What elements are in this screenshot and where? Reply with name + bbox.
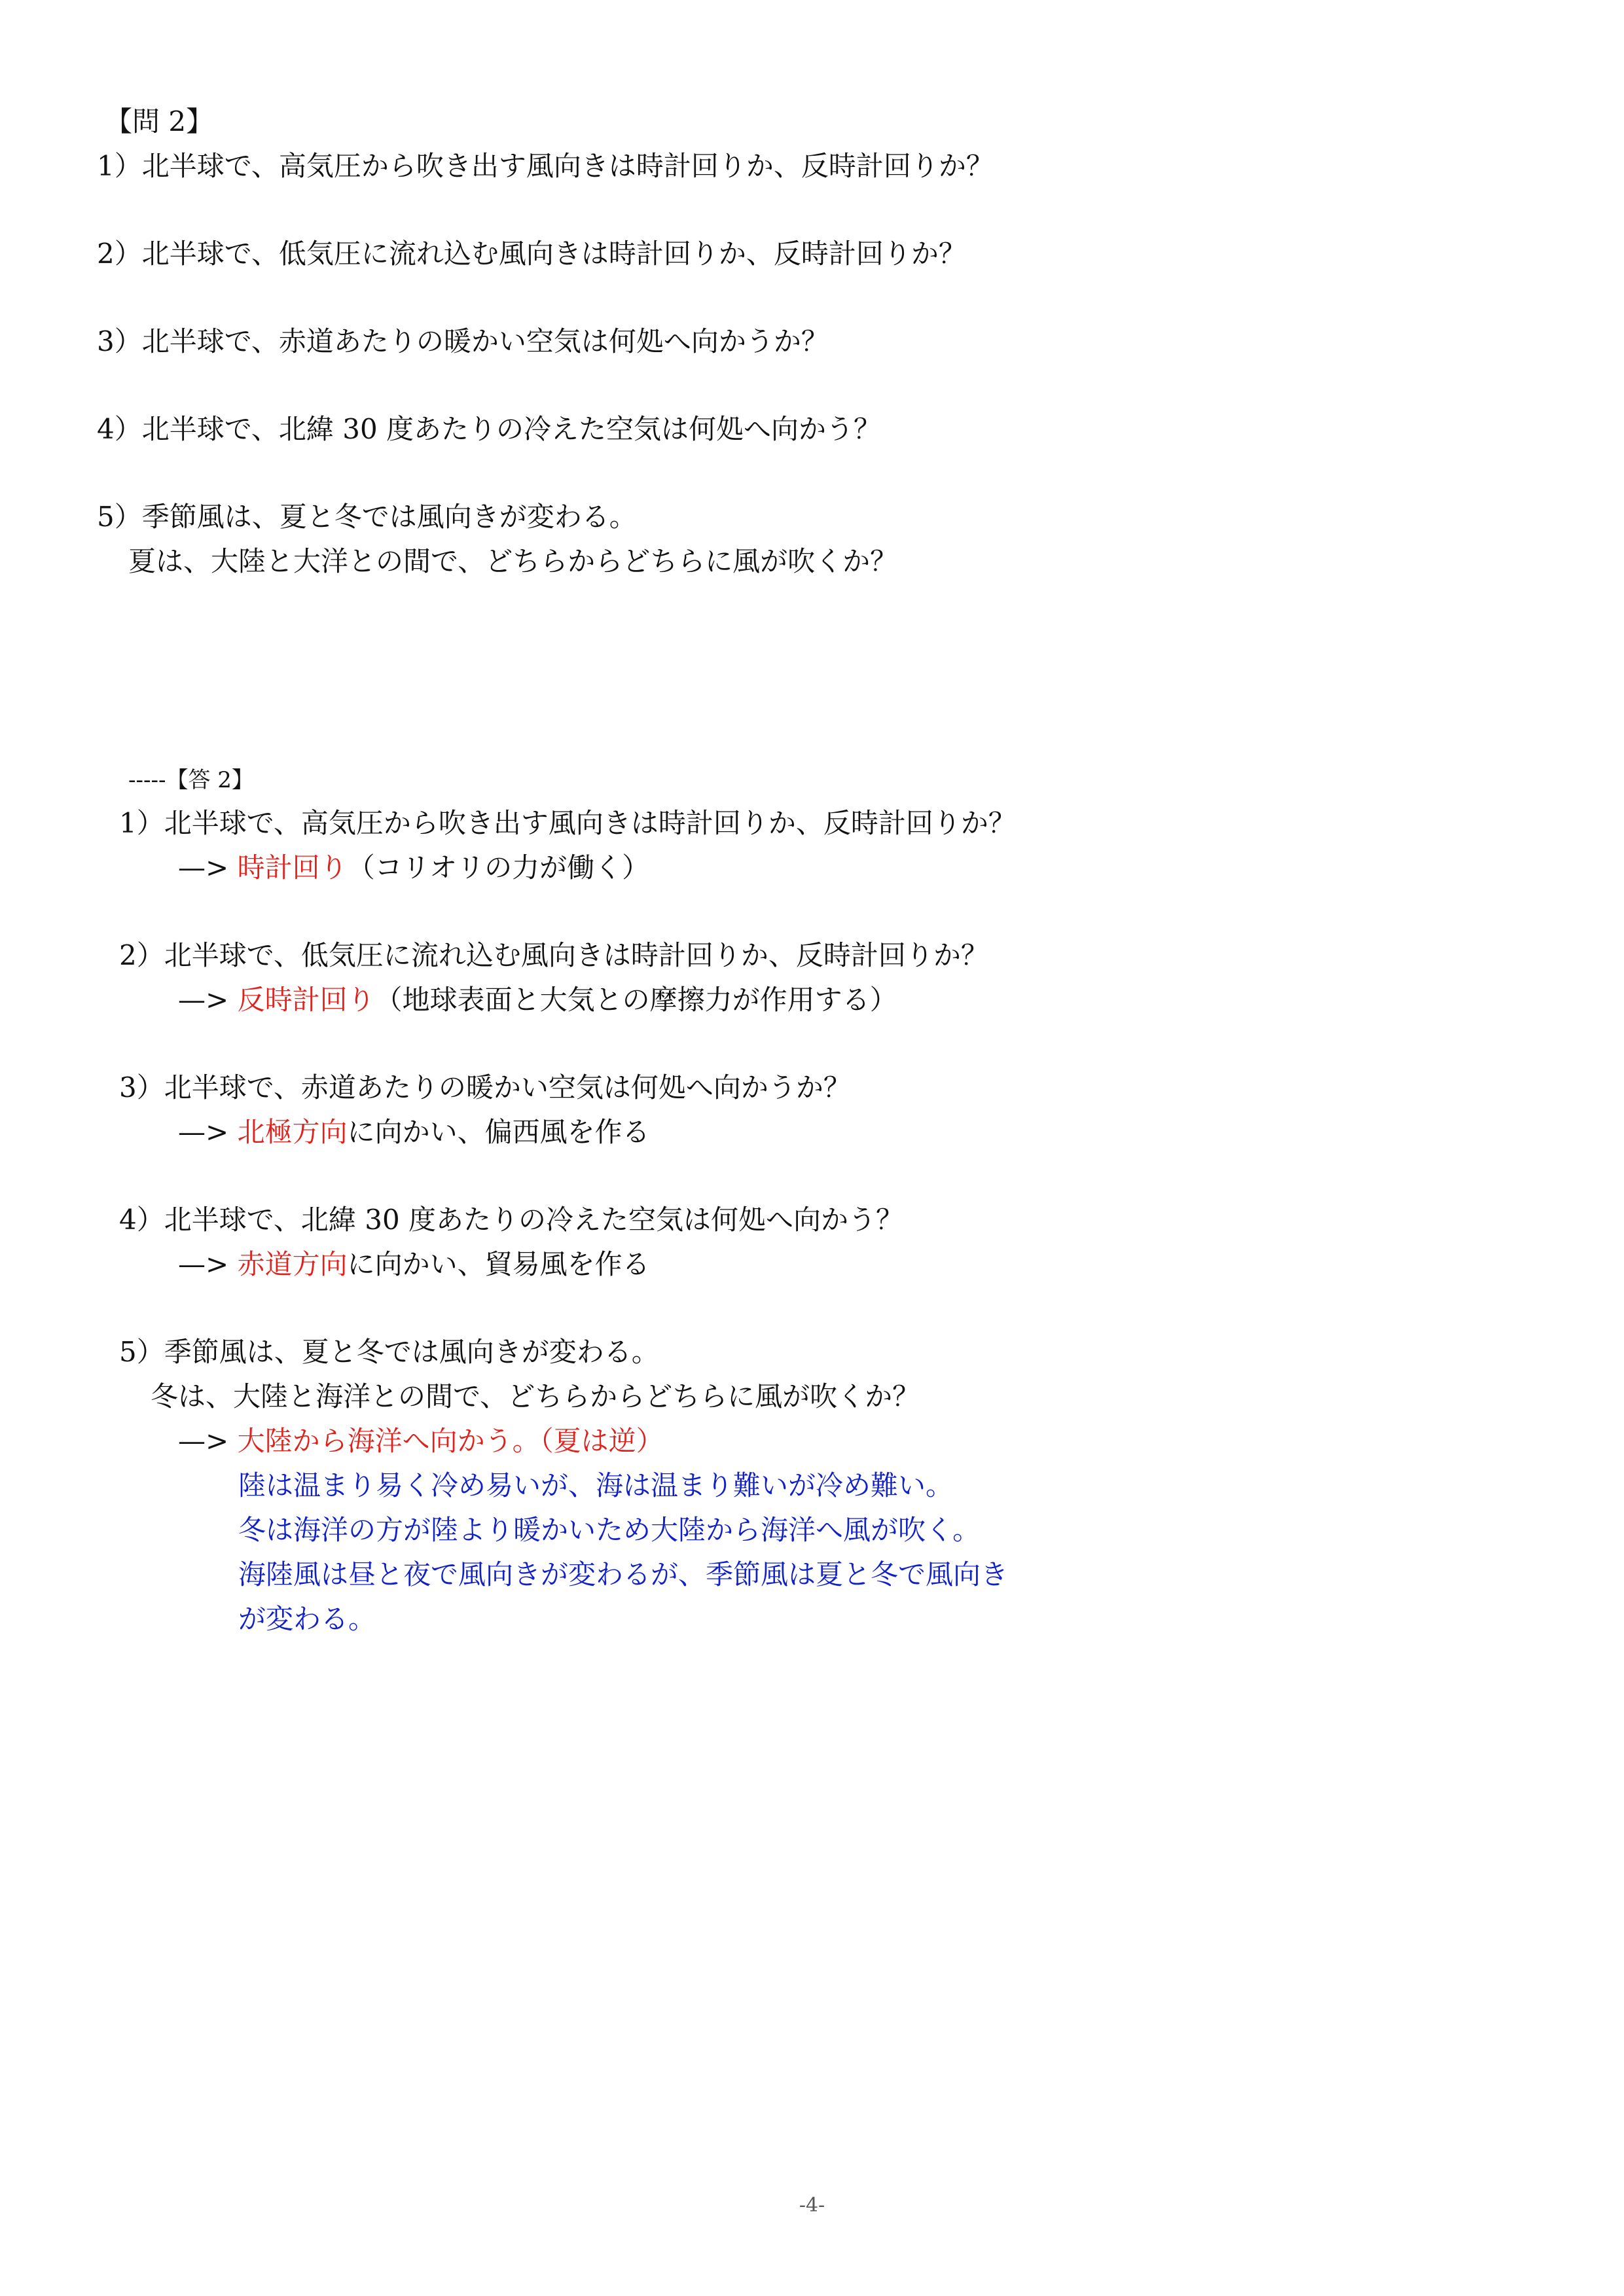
arrow-icon: —>	[178, 1425, 229, 1457]
answer-5-note-4: が変わる。	[238, 1603, 376, 1635]
answer-2	[178, 982, 897, 1018]
answer-2-rest: （地球表面と大気との摩擦力が作用する）	[374, 984, 897, 1016]
question-1: 1）北半球で、高気圧から吹き出す風向きは時計回りか、反時計回りか？	[97, 150, 994, 182]
answer-1-rest: （コリオリの力が働く）	[347, 852, 650, 884]
answer-5-key: 大陸から海洋へ向かう。（夏は逆）	[237, 1425, 664, 1457]
answer-4-question: 4）北半球で、北緯 30 度あたりの冷えた空気は何処へ向かう？	[119, 1204, 904, 1236]
question-2: 2）北半球で、低気圧に流れ込む風向きは時計回りか、反時計回りか？	[97, 238, 966, 270]
answer-4	[178, 1246, 650, 1283]
question-4: 4）北半球で、北緯 30 度あたりの冷えた空気は何処へ向かう？	[97, 413, 882, 445]
arrow-icon: —>	[178, 852, 229, 884]
answer-5-note-1: 陸は温まり易く冷め易いが、海は温まり難いが冷め難い。	[238, 1469, 954, 1501]
page-number: -4-	[799, 2194, 825, 2217]
arrow-icon: —>	[178, 1116, 229, 1148]
answer-2-question: 2）北半球で、低気圧に流れ込む風向きは時計回りか、反時計回りか？	[119, 939, 988, 971]
answer-3-rest: に向かい、偏西風を作る	[347, 1116, 650, 1148]
answer-5	[178, 1423, 664, 1460]
answer-4-key: 赤道方向	[237, 1248, 348, 1280]
answer-3-question: 3）北半球で、赤道あたりの暖かい空気は何処へ向かうか？	[119, 1071, 851, 1103]
question-5-line-2: 夏は、大陸と大洋との間で、どちらからどちらに風が吹くか？	[128, 545, 898, 577]
answer-5-note-3: 海陸風は昼と夜で風向きが変わるが、季節風は夏と冬で風向き	[238, 1558, 1009, 1590]
answer-3-key: 北極方向	[237, 1116, 348, 1148]
question-5-line-1: 5）季節風は、夏と冬では風向きが変わる。	[97, 501, 637, 533]
answer-4-rest: に向かい、貿易風を作る	[347, 1248, 650, 1280]
answer-1	[178, 850, 649, 886]
answer-5-question-line-2: 冬は、大陸と海洋との間で、どちらからどちらに風が吹くか？	[151, 1380, 920, 1412]
answer-3	[178, 1114, 650, 1151]
answer-heading: -----【答 2】	[128, 767, 254, 793]
question-3: 3）北半球で、赤道あたりの暖かい空気は何処へ向かうか？	[97, 325, 829, 357]
answer-5-question-line-1: 5）季節風は、夏と冬では風向きが変わる。	[119, 1336, 659, 1368]
answer-1-key: 時計回り	[237, 852, 348, 884]
arrow-icon: —>	[178, 1248, 229, 1280]
answer-1-question: 1）北半球で、高気圧から吹き出す風向きは時計回りか、反時計回りか？	[119, 807, 1016, 839]
question-heading: 【問 2】	[105, 105, 214, 137]
arrow-icon: —>	[178, 984, 229, 1016]
answer-5-note-2: 冬は海洋の方が陸より暖かいため大陸から海洋へ風が吹く。	[238, 1514, 981, 1546]
answer-2-key: 反時計回り	[237, 984, 375, 1016]
